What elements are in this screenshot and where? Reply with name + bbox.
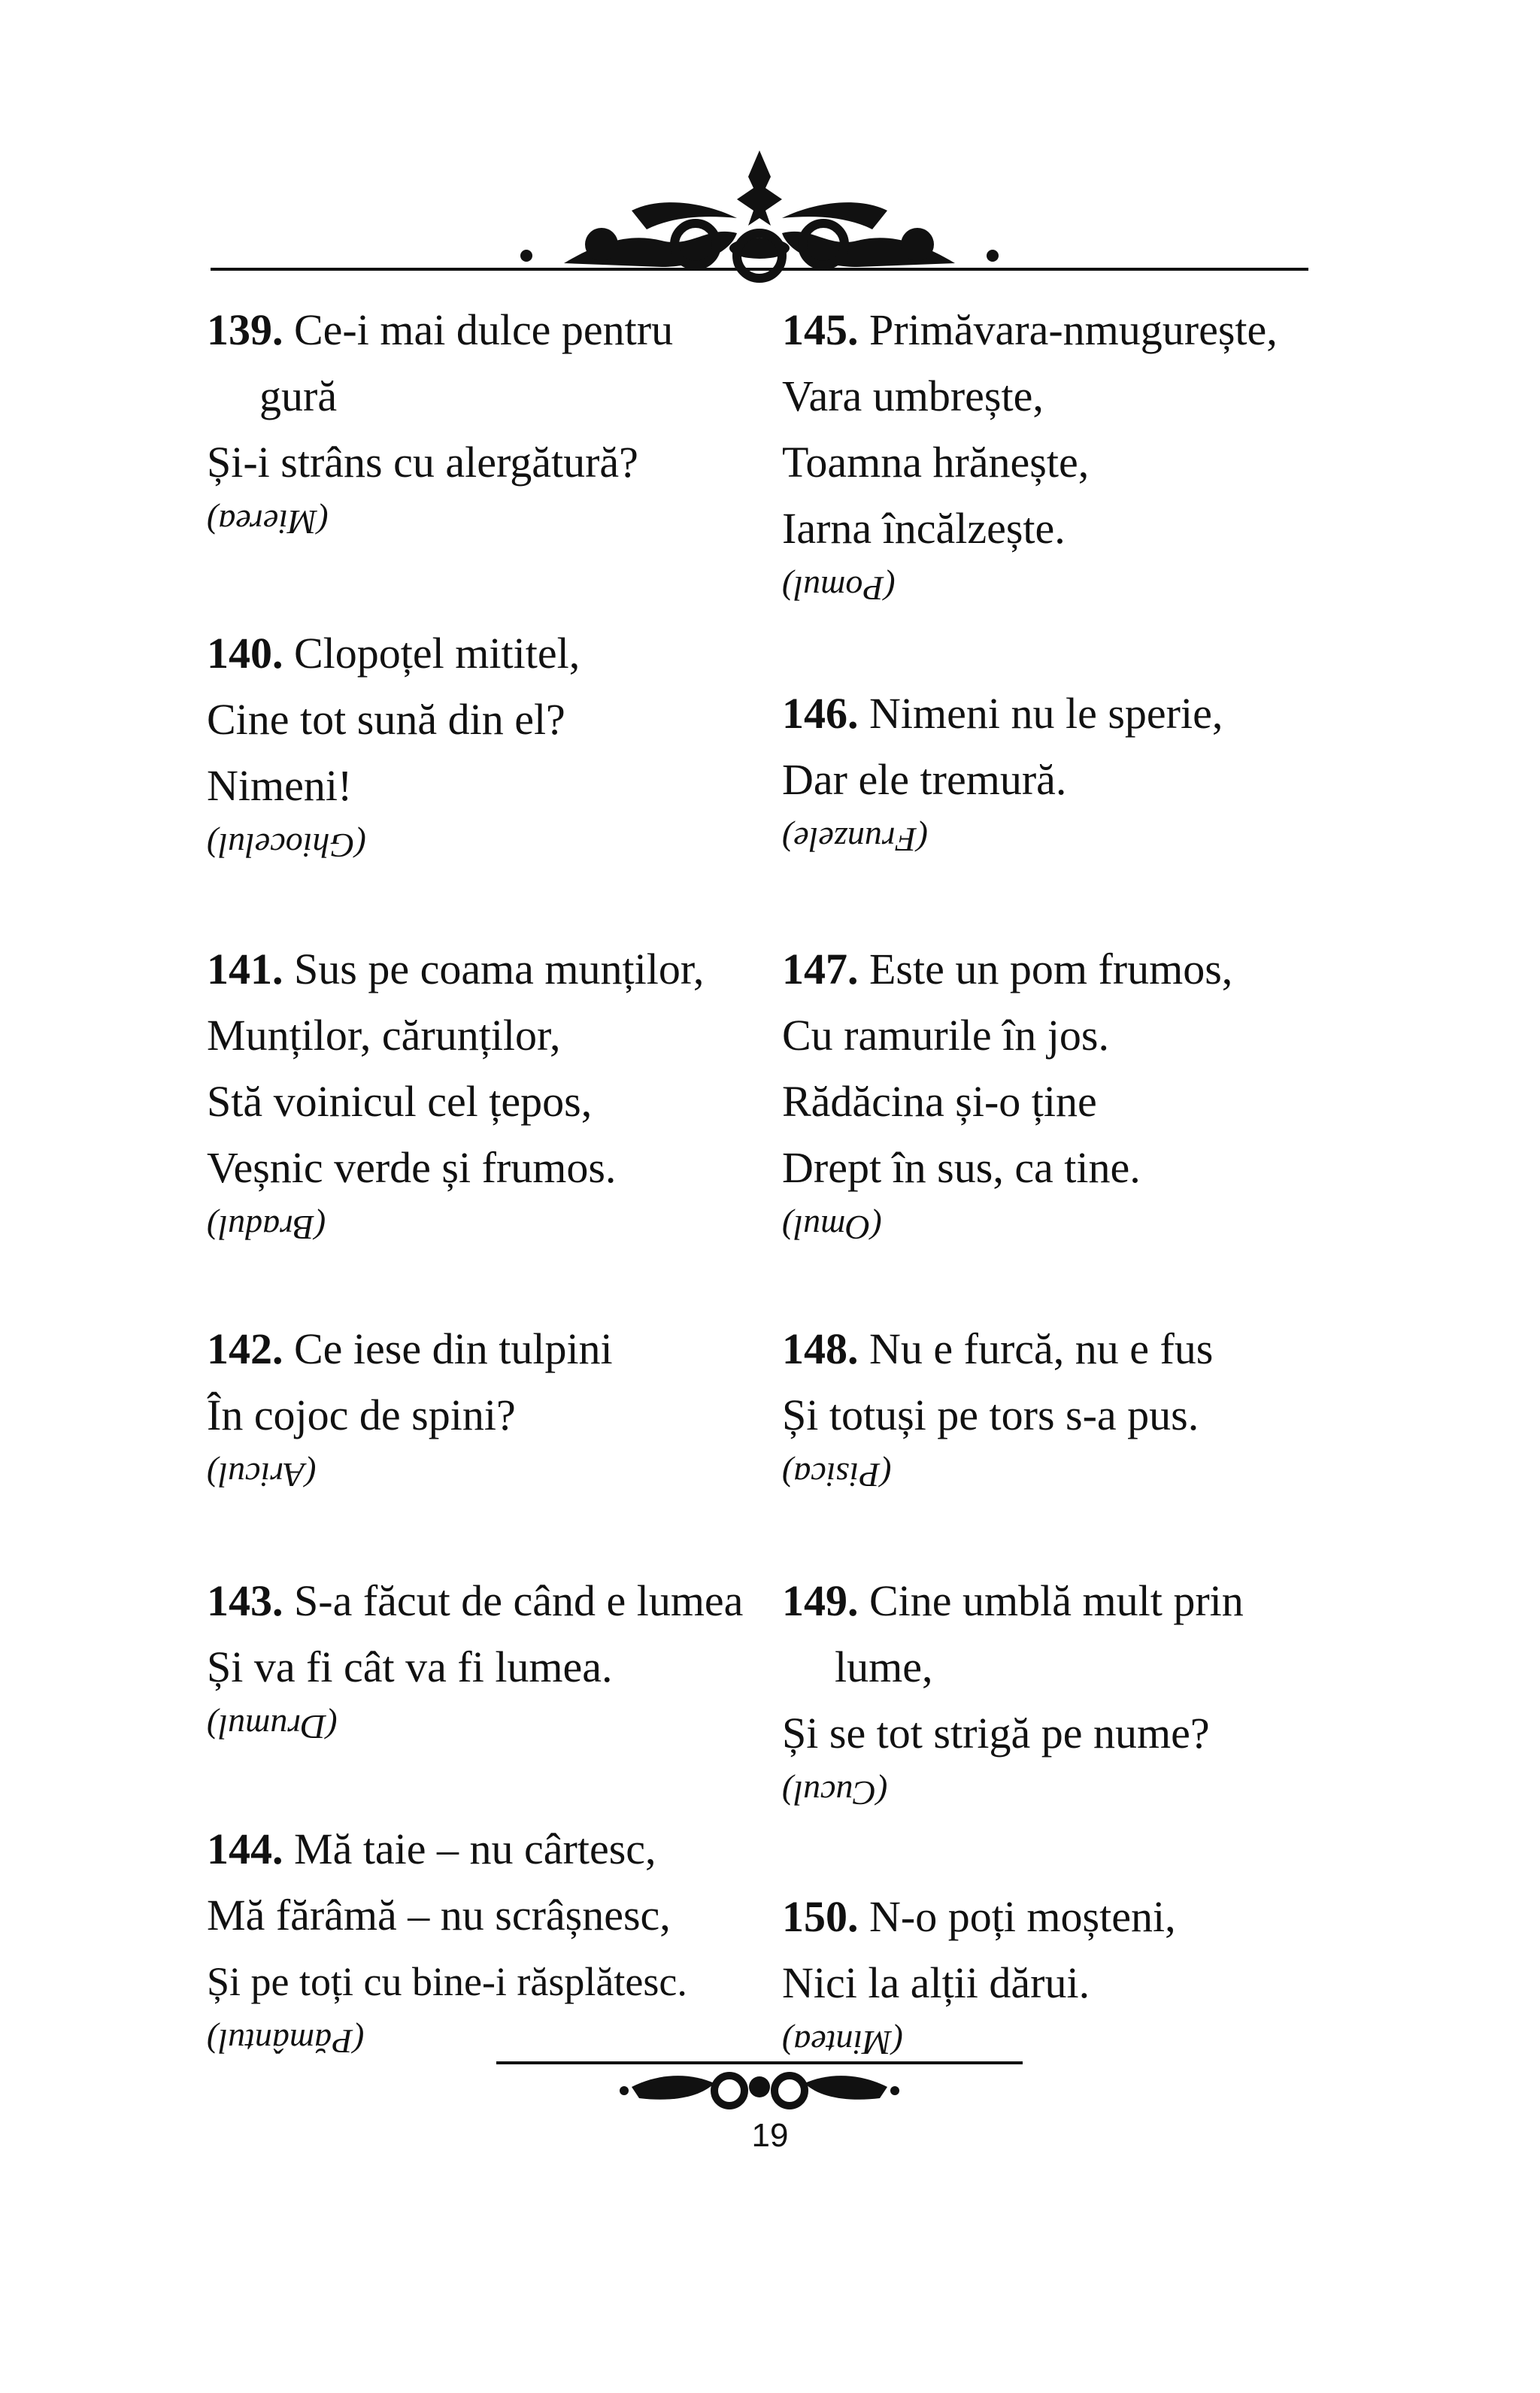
- riddle-line: Veșnic verde și frumos.: [207, 1143, 617, 1192]
- riddle-text: Cine umblă mult prin: [869, 1576, 1244, 1625]
- riddle-number: 144.: [207, 1824, 283, 1873]
- riddle-line: [782, 681, 1323, 747]
- riddle-line: [207, 297, 748, 363]
- riddle-line: [782, 936, 1323, 1002]
- riddle-number: 145.: [782, 305, 859, 354]
- riddle-text: Nu e furcă, nu e fus: [869, 1324, 1214, 1373]
- riddle-line: [207, 936, 748, 1002]
- riddle-140: [207, 620, 748, 872]
- riddle-line: lume,: [835, 1642, 933, 1691]
- riddle-answer: (Pământul): [207, 2022, 365, 2061]
- riddle-147: [782, 936, 1323, 1254]
- riddle-number: 150.: [782, 1892, 859, 1941]
- top-ornament: [211, 143, 1308, 286]
- riddle-line: Munților, cărunților,: [207, 1011, 561, 1060]
- riddle-number: 139.: [207, 305, 283, 354]
- riddle-answer: (Omul): [782, 1209, 882, 1247]
- riddle-answer: (Drumul): [207, 1708, 338, 1746]
- riddle-text: Este un pom frumos,: [869, 945, 1233, 993]
- riddle-line: [782, 1884, 1323, 1950]
- riddle-line: În cojoc de spini?: [207, 1391, 516, 1439]
- riddle-answer: (Bradul): [207, 1209, 326, 1247]
- page-number: 19: [751, 2117, 789, 2154]
- riddle-line: Și pe toți cu bine-i răsplătesc.: [207, 1959, 687, 2004]
- riddle-text: Clopoțel mititel,: [294, 629, 581, 678]
- riddle-number: 147.: [782, 945, 859, 993]
- riddle-142: [207, 1316, 748, 1501]
- riddle-number: 148.: [782, 1324, 859, 1373]
- riddle-answer: (Pisica): [782, 1456, 892, 1494]
- riddle-number: 141.: [207, 945, 283, 993]
- riddle-line: Cu ramurile în jos.: [782, 1011, 1109, 1060]
- riddle-answer: (Frunzele): [782, 820, 929, 859]
- riddle-line: Și-i strâns cu alergătură?: [207, 438, 638, 487]
- riddle-line: Stă voinicul cel țepos,: [207, 1077, 593, 1126]
- riddle-text: Nimeni nu le sperie,: [869, 689, 1223, 738]
- riddle-line: Toamna hrănește,: [782, 438, 1090, 487]
- riddle-answer: (Aricul): [207, 1456, 317, 1494]
- riddle-line: [782, 1316, 1323, 1382]
- riddle-answer: (Ghiocelul): [207, 826, 367, 865]
- riddle-answer: (Cucul): [782, 1774, 888, 1812]
- riddle-text: Ce iese din tulpini: [294, 1324, 613, 1373]
- riddle-line: Mă fărâmă – nu scrâșnesc,: [207, 1891, 671, 1940]
- riddle-text: Primăvara-nmugurește,: [869, 305, 1278, 354]
- riddle-answer: (Mintea): [782, 2024, 903, 2062]
- riddle-149: [782, 1568, 1323, 1819]
- riddle-line: gură: [259, 372, 338, 420]
- riddle-144: [207, 1816, 748, 2067]
- riddle-answer: (Pomul): [782, 569, 896, 608]
- riddle-number: 143.: [207, 1576, 283, 1625]
- riddle-line: Rădăcina și-o ține: [782, 1077, 1097, 1126]
- riddle-line: Și totuși pe tors s-a pus.: [782, 1391, 1199, 1439]
- riddle-answer: (Mierea): [207, 503, 329, 541]
- riddle-line: [207, 1568, 748, 1634]
- riddle-text: N-o poți moșteni,: [869, 1892, 1176, 1941]
- riddle-line: Iarna încălzește.: [782, 504, 1066, 553]
- riddle-145: [782, 297, 1323, 614]
- riddle-number: 149.: [782, 1576, 859, 1625]
- riddle-141: [207, 936, 748, 1254]
- riddle-143: [207, 1568, 748, 1753]
- riddle-line: Vara umbrește,: [782, 372, 1044, 420]
- riddle-number: 140.: [207, 629, 283, 678]
- riddle-line: [782, 297, 1323, 363]
- riddle-line: Dar ele tremură.: [782, 755, 1067, 804]
- riddle-line: [207, 620, 748, 687]
- riddle-148: [782, 1316, 1323, 1501]
- riddle-139: [207, 297, 748, 548]
- riddle-text: Ce-i mai dulce pentru: [294, 305, 674, 354]
- riddle-line: Drept în sus, ca tine.: [782, 1143, 1141, 1192]
- riddle-line: [207, 1816, 748, 1882]
- riddle-text: S-a făcut de când e lumea: [294, 1576, 744, 1625]
- riddle-text: Mă taie – nu cârtesc,: [294, 1824, 656, 1873]
- riddle-line: Cine tot sună din el?: [207, 695, 565, 744]
- riddle-line: Și va fi cât va fi lumea.: [207, 1642, 613, 1691]
- riddle-150: [782, 1884, 1323, 2069]
- riddle-text: Sus pe coama munților,: [294, 945, 705, 993]
- riddle-line: Nimeni!: [207, 761, 353, 810]
- riddle-line: [782, 1568, 1323, 1634]
- riddle-number: 142.: [207, 1324, 283, 1373]
- riddle-line: [207, 1316, 748, 1382]
- riddle-146: [782, 681, 1323, 866]
- riddle-line: Și se tot strigă pe nume?: [782, 1709, 1210, 1758]
- riddle-line: Nici la alții dărui.: [782, 1958, 1090, 2007]
- riddle-number: 146.: [782, 689, 859, 738]
